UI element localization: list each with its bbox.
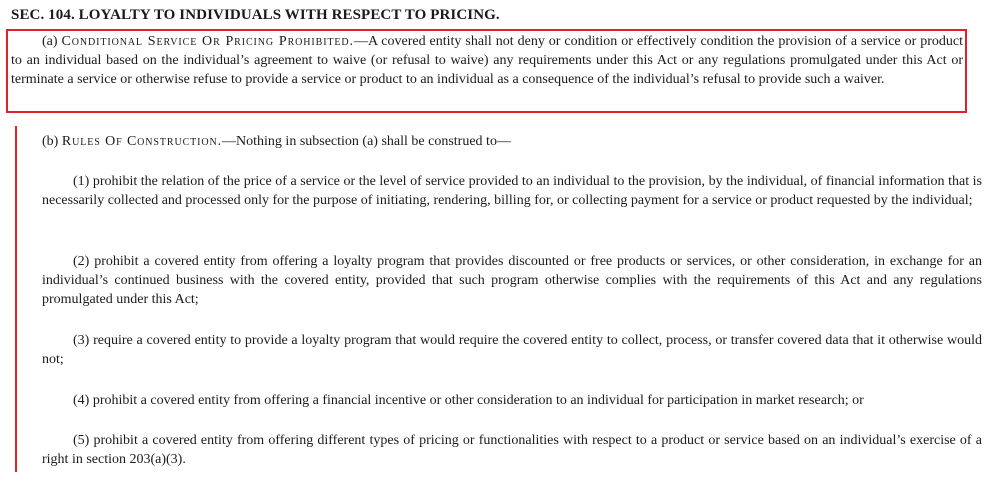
subsection-a [11,32,963,89]
subsection-a-title: Conditional Service Or Pricing Prohibited. [61,34,354,49]
subsection-b-text: —Nothing in subsection (a) shall be construed to— [222,134,511,149]
subsection-b-item-3: (3) require a covered entity to provide a loyalty program that would require the covered entity to collect, process, or transfer covered data that it otherwise would not; [42,333,982,367]
subsection-b-item-2: (2) prohibit a covered entity from offering a loyalty program that provides discounted or free products or services, or other consideration, in exchange for an individual’s continued business with the covered entity, provided that such program otherwise complies with the requirements of this Act and any regulations promulgated under this Act; [42,254,982,307]
subsection-b [42,132,982,151]
highlight-bar-subsection-b [15,126,17,472]
section-heading: SEC. 104. LOYALTY TO INDIVIDUALS WITH RESPECT TO PRICING. [11,7,500,23]
subsection-a-label: (a) [42,34,62,49]
subsection-a-text: —A covered entity shall not deny or condition or effectively condition the provision of a service or product to an individual based on the individual’s agreement to waive (or refusal to waive) any requirements under this Act or any regulations promulgated under this Act or terminate a service or otherwise refuse to provide a service or product to an individual as a consequence of the individual’s refusal to provide such a waiver. [11,34,963,87]
subsection-b-item-1: (1) prohibit the relation of the price of a service or the level of service provided to an individual to the provision, by the individual, of financial information that is necessarily collected and processed only for the purpose of initiating, rendering, billing for, or collecting payment for a service or product requested by the individual; [42,174,982,208]
subsection-b-title: Rules Of Construction. [61,134,223,149]
subsection-b-item-5: (5) prohibit a covered entity from offering different types of pricing or functionalities with respect to a product or service based on an individual’s exercise of a right in section 203(a)(3). [42,433,982,467]
subsection-b-label: (b) [42,134,62,149]
subsection-b-item-4: (4) prohibit a covered entity from offering a financial incentive or other consideration to an individual for participation in market research; or [73,393,864,408]
